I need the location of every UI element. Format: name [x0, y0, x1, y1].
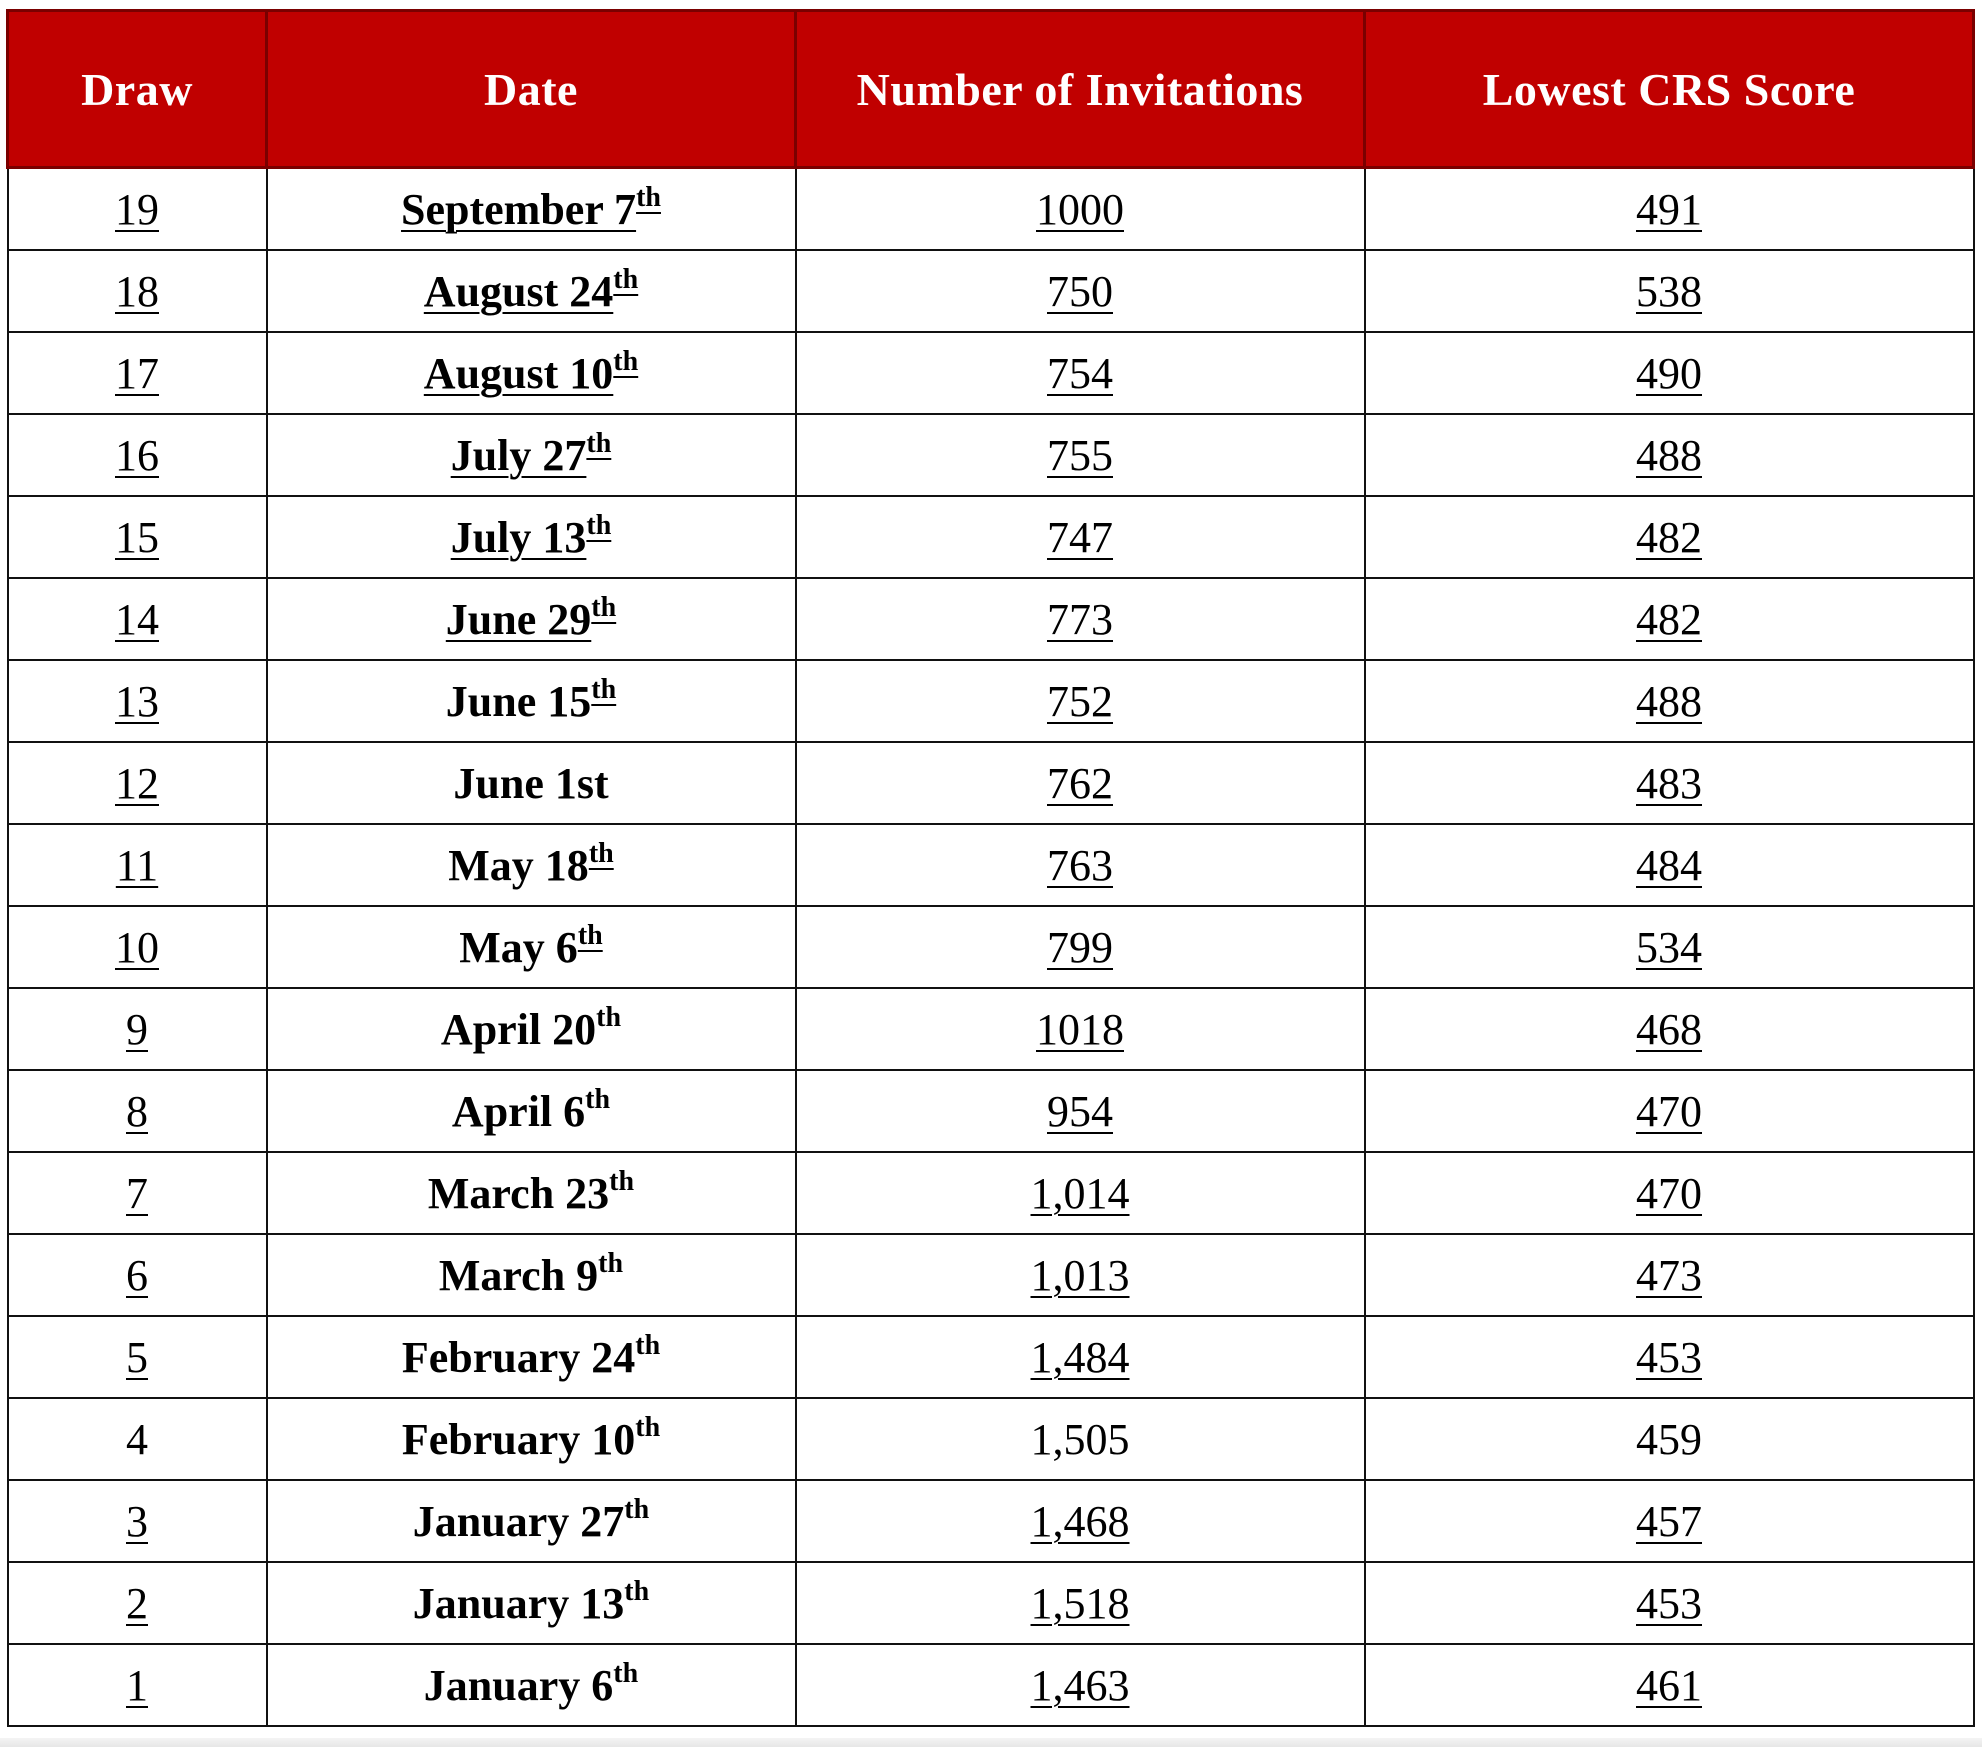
cell-draw	[8, 1234, 267, 1316]
invitations-link[interactable]: 954	[1047, 1086, 1113, 1136]
cell-date	[267, 578, 796, 660]
cell-draw	[8, 250, 267, 332]
cell-draw	[8, 906, 267, 988]
cell-lowest-crs-score	[1365, 168, 1974, 251]
cell-invitations	[796, 1234, 1365, 1316]
cell-lowest-crs-score	[1365, 1316, 1974, 1398]
table-row	[8, 414, 1974, 496]
date-text: January 27	[412, 1496, 625, 1546]
table-row	[8, 496, 1974, 578]
invitations-link[interactable]: 1,468	[1030, 1496, 1130, 1546]
date-text[interactable]: August 10	[423, 348, 614, 398]
cell-draw	[8, 578, 267, 660]
cell-date	[267, 906, 796, 988]
cell-date	[267, 496, 796, 578]
date-text: March 9	[438, 1250, 599, 1300]
cell-date	[267, 1316, 796, 1398]
table-row	[8, 824, 1974, 906]
date-ordinal-suffix: th	[613, 1657, 639, 1689]
cell-lowest-crs-score	[1365, 824, 1974, 906]
draw-number-link[interactable]: 17	[115, 348, 159, 398]
invitations-link[interactable]: 1,014	[1030, 1168, 1130, 1218]
express-entry-draws-table	[6, 9, 1975, 1727]
cell-invitations	[796, 1480, 1365, 1562]
crs-score-value: 459	[1636, 1414, 1702, 1464]
cell-date	[267, 414, 796, 496]
cell-date	[267, 1644, 796, 1726]
date-text: March 23	[427, 1168, 610, 1218]
crs-score-link[interactable]: 468	[1636, 1004, 1702, 1054]
cell-invitations	[796, 824, 1365, 906]
crs-score-link[interactable]: 473	[1636, 1250, 1702, 1300]
cell-draw	[8, 742, 267, 824]
cell-invitations	[796, 1316, 1365, 1398]
header-date: Date	[267, 11, 796, 168]
table-row	[8, 332, 1974, 414]
date-ordinal-suffix: th	[624, 1493, 650, 1525]
invitations-link[interactable]: 1000	[1036, 184, 1124, 234]
cell-draw	[8, 168, 267, 251]
table-row	[8, 988, 1974, 1070]
cell-lowest-crs-score	[1365, 1152, 1974, 1234]
draw-number-link[interactable]: 13	[115, 676, 159, 726]
draw-number-link[interactable]: 3	[126, 1496, 148, 1546]
date-ordinal-suffix[interactable]: th	[613, 345, 639, 377]
table-row	[8, 742, 1974, 824]
invitations-link[interactable]: 1,484	[1030, 1332, 1130, 1382]
express-entry-draws-table-container	[6, 9, 1972, 1727]
date-ordinal-suffix: th	[598, 1247, 624, 1279]
cell-draw	[8, 824, 267, 906]
table-row	[8, 1070, 1974, 1152]
invitations-link[interactable]: 755	[1047, 430, 1113, 480]
cell-invitations	[796, 1070, 1365, 1152]
date-text: January 6	[423, 1660, 614, 1710]
cell-draw	[8, 1480, 267, 1562]
draw-number-link[interactable]: 18	[115, 266, 159, 316]
date-ordinal-suffix: th	[635, 1411, 661, 1443]
draw-number-link[interactable]: 6	[126, 1250, 148, 1300]
draw-number-link[interactable]: 7	[126, 1168, 148, 1218]
cell-draw	[8, 1316, 267, 1398]
cell-invitations	[796, 1152, 1365, 1234]
cell-date	[267, 1562, 796, 1644]
date-text: April 20	[440, 1004, 597, 1054]
crs-score-link[interactable]: 538	[1636, 266, 1702, 316]
cell-date	[267, 742, 796, 824]
cell-draw	[8, 1398, 267, 1480]
cell-date	[267, 1234, 796, 1316]
cell-draw	[8, 332, 267, 414]
invitations-link[interactable]: 762	[1047, 758, 1113, 808]
table-body	[8, 168, 1974, 1727]
bottom-edge	[0, 1738, 1982, 1747]
table-row	[8, 906, 1974, 988]
cell-invitations	[796, 1398, 1365, 1480]
date-text[interactable]: August 24	[423, 266, 614, 316]
date-text: February 24	[401, 1332, 636, 1382]
cell-date	[267, 168, 796, 251]
cell-date	[267, 1480, 796, 1562]
cell-invitations	[796, 906, 1365, 988]
draw-number-link[interactable]: 15	[115, 512, 159, 562]
cell-date	[267, 1398, 796, 1480]
cell-invitations	[796, 496, 1365, 578]
invitations-link[interactable]: 747	[1047, 512, 1113, 562]
date-ordinal-suffix: th	[635, 1329, 661, 1361]
draw-number-link[interactable]: 11	[115, 840, 159, 890]
table-row	[8, 1644, 1974, 1726]
crs-score-link[interactable]: 470	[1636, 1086, 1702, 1136]
date-ordinal-suffix[interactable]: th	[586, 509, 612, 541]
draw-number-link[interactable]: 1	[126, 1660, 148, 1710]
table-row	[8, 1562, 1974, 1644]
crs-score-link[interactable]: 483	[1636, 758, 1702, 808]
crs-score-link[interactable]: 490	[1636, 348, 1702, 398]
table-header	[8, 11, 1974, 168]
crs-score-link[interactable]: 453	[1636, 1578, 1702, 1628]
cell-draw	[8, 1070, 267, 1152]
crs-score-link[interactable]: 484	[1636, 840, 1702, 890]
draw-number-link[interactable]: 16	[115, 430, 159, 480]
cell-invitations	[796, 332, 1365, 414]
date-ordinal-suffix: th	[624, 1575, 650, 1607]
cell-lowest-crs-score	[1365, 1070, 1974, 1152]
cell-draw	[8, 988, 267, 1070]
table-row	[8, 1316, 1974, 1398]
cell-invitations	[796, 168, 1365, 251]
date-ordinal-suffix[interactable]: th	[588, 837, 614, 869]
cell-lowest-crs-score	[1365, 332, 1974, 414]
date-text[interactable]: June 29	[445, 594, 592, 644]
date-text[interactable]: September 7	[401, 184, 637, 234]
cell-lowest-crs-score	[1365, 250, 1974, 332]
cell-date	[267, 250, 796, 332]
cell-lowest-crs-score	[1365, 742, 1974, 824]
table-row	[8, 250, 1974, 332]
cell-draw	[8, 414, 267, 496]
date-text: April 6	[451, 1086, 586, 1136]
crs-score-link[interactable]: 491	[1636, 184, 1702, 234]
crs-score-link[interactable]: 457	[1636, 1496, 1702, 1546]
invitations-link[interactable]: 752	[1047, 676, 1113, 726]
cell-invitations	[796, 414, 1365, 496]
draw-number: 4	[126, 1414, 148, 1464]
draw-number-link[interactable]: 14	[115, 594, 159, 644]
cell-invitations	[796, 988, 1365, 1070]
cell-invitations	[796, 250, 1365, 332]
date-text: June 1st	[453, 758, 609, 808]
cell-lowest-crs-score	[1365, 988, 1974, 1070]
cell-lowest-crs-score	[1365, 1562, 1974, 1644]
crs-score-link[interactable]: 482	[1636, 512, 1702, 562]
date-ordinal-suffix[interactable]: th	[591, 591, 617, 623]
invitations-link[interactable]: 1,463	[1030, 1660, 1130, 1710]
cell-lowest-crs-score	[1365, 496, 1974, 578]
invitations-link[interactable]: 1,518	[1030, 1578, 1130, 1628]
cell-draw	[8, 660, 267, 742]
cell-draw	[8, 496, 267, 578]
cell-lowest-crs-score	[1365, 1644, 1974, 1726]
draw-number-link[interactable]: 12	[115, 758, 159, 808]
date-text: June 15	[445, 676, 592, 726]
cell-date	[267, 988, 796, 1070]
cell-lowest-crs-score	[1365, 1480, 1974, 1562]
cell-invitations	[796, 660, 1365, 742]
invitations-link[interactable]: 799	[1047, 922, 1113, 972]
cell-date	[267, 824, 796, 906]
cell-lowest-crs-score	[1365, 1398, 1974, 1480]
date-ordinal-suffix: th	[585, 1083, 611, 1115]
date-text: May 18	[448, 840, 589, 890]
cell-draw	[8, 1562, 267, 1644]
date-ordinal-suffix: th	[609, 1165, 635, 1197]
date-ordinal-suffix[interactable]: th	[636, 181, 661, 213]
header-lowest-crs-score: Lowest CRS Score	[1365, 11, 1974, 168]
cell-invitations	[796, 742, 1365, 824]
date-text: January 13	[412, 1578, 625, 1628]
table-row	[8, 1234, 1974, 1316]
cell-draw	[8, 1644, 267, 1726]
crs-score-link[interactable]: 461	[1636, 1660, 1702, 1710]
cell-date	[267, 1070, 796, 1152]
invitations-value: 1,505	[1030, 1414, 1130, 1464]
crs-score-link[interactable]: 482	[1636, 594, 1702, 644]
cell-lowest-crs-score	[1365, 578, 1974, 660]
crs-score-link[interactable]: 470	[1636, 1168, 1702, 1218]
cell-lowest-crs-score	[1365, 660, 1974, 742]
table-row	[8, 578, 1974, 660]
invitations-link[interactable]: 1,013	[1030, 1250, 1130, 1300]
cell-date	[267, 332, 796, 414]
date-text: February 10	[401, 1414, 636, 1464]
table-row	[8, 1480, 1974, 1562]
cell-invitations	[796, 1562, 1365, 1644]
table-row	[8, 660, 1974, 742]
header-invitations: Number of Invitations	[796, 11, 1365, 168]
cell-invitations	[796, 1644, 1365, 1726]
draw-number-link[interactable]: 9	[126, 1004, 148, 1054]
date-text: May 6	[459, 922, 578, 972]
crs-score-link[interactable]: 488	[1636, 676, 1702, 726]
date-ordinal-suffix[interactable]: th	[586, 427, 612, 459]
draw-number-link[interactable]: 2	[126, 1578, 148, 1628]
cell-lowest-crs-score	[1365, 906, 1974, 988]
cell-invitations	[796, 578, 1365, 660]
cell-date	[267, 1152, 796, 1234]
table-row	[8, 1152, 1974, 1234]
table-row	[8, 1398, 1974, 1480]
cell-lowest-crs-score	[1365, 1234, 1974, 1316]
draw-number-link[interactable]: 19	[115, 184, 159, 234]
draw-number-link[interactable]: 10	[115, 922, 159, 972]
date-ordinal-suffix: th	[596, 1001, 622, 1033]
cell-date	[267, 660, 796, 742]
invitations-link[interactable]: 754	[1047, 348, 1113, 398]
date-ordinal-suffix[interactable]: th	[577, 919, 603, 951]
date-text[interactable]: July 27	[450, 430, 587, 480]
invitations-link[interactable]: 773	[1047, 594, 1113, 644]
header-draw: Draw	[8, 11, 267, 168]
crs-score-link[interactable]: 488	[1636, 430, 1702, 480]
header-row	[8, 11, 1974, 168]
draw-number-link[interactable]: 8	[126, 1086, 148, 1136]
cell-draw	[8, 1152, 267, 1234]
draw-number-link[interactable]: 5	[126, 1332, 148, 1382]
date-text[interactable]: July 13	[450, 512, 587, 562]
invitations-link[interactable]: 750	[1047, 266, 1113, 316]
invitations-link[interactable]: 1018	[1036, 1004, 1124, 1054]
date-ordinal-suffix[interactable]: th	[591, 673, 617, 705]
crs-score-link[interactable]: 534	[1636, 922, 1702, 972]
cell-lowest-crs-score	[1365, 414, 1974, 496]
table-row	[8, 168, 1974, 251]
invitations-link[interactable]: 763	[1047, 840, 1113, 890]
date-ordinal-suffix[interactable]: th	[613, 263, 639, 295]
crs-score-link[interactable]: 453	[1636, 1332, 1702, 1382]
